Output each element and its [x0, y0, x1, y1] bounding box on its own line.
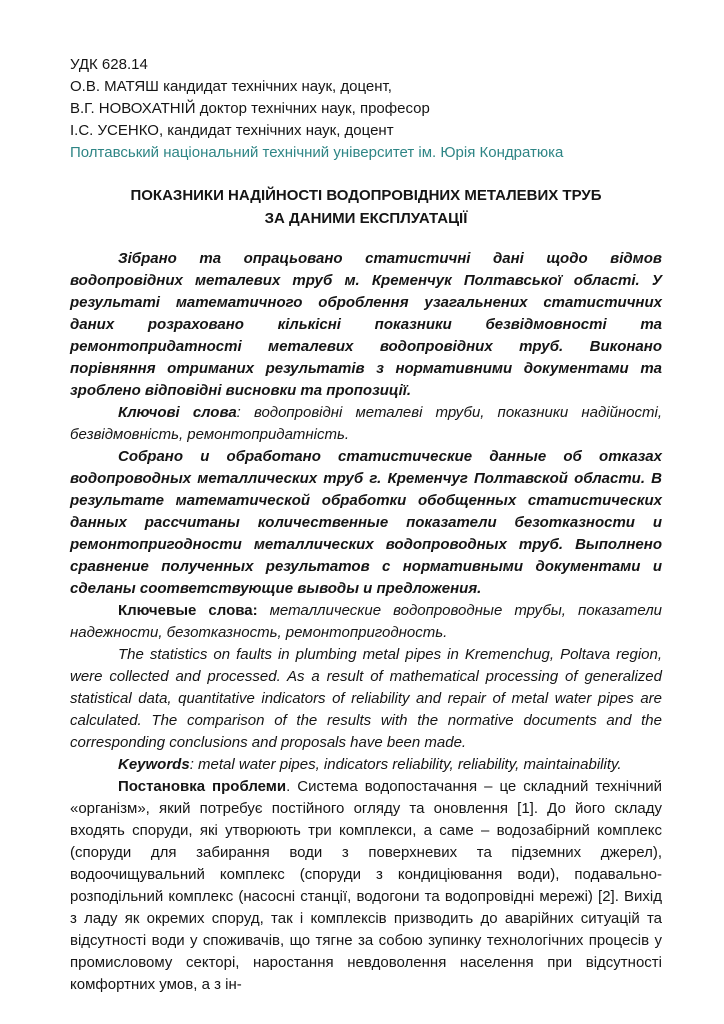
keywords-ukrainian-label: Ключові слова	[118, 404, 237, 421]
udc-code: УДК 628.14	[70, 56, 148, 73]
keywords-english	[70, 754, 662, 776]
paper-title-line-1: ПОКАЗНИКИ НАДІЙНОСТІ ВОДОПРОВІДНИХ МЕТАЛЕВИХ ТРУБ	[130, 187, 602, 204]
author-line-1: О.В. МАТЯШ кандидат технічних наук, доцент,	[70, 78, 392, 95]
abstract-english: The statistics on faults in plumbing metal pipes in Kremenchug, Poltava region, were collected and processed. As a result of mathematical processing of generalized statistical data, quantitative indicators of reliability and repair of metal water pipes are calculated. The comparison of the results with the normative documents and the corresponding conclusions and proposals have been made.	[70, 646, 662, 751]
abstract-russian: Собрано и обработано статистические данные об отказах водопроводных металлических труб г. Кременчуг Полтавской области. В результате математической обработки обобщенных статистических данных рассчитаны количественные показатели безотказности и ремонтопригодности металлических водопроводных труб. Выполнено сравнение полученных результатов с нормативными документами и сделаны соответствующие выводы и предложения.	[70, 448, 662, 597]
affiliation: Полтавський національний технічний університет ім. Юрія Кондратюка	[70, 144, 564, 161]
keywords-ukrainian	[70, 402, 662, 446]
abstract-ukrainian: Зібрано та опрацьовано статистичні дані щодо відмов водопровідних металевих труб м. Кременчук Полтавської області. У результаті математичного оброблення узагальнених статистичних даних розраховано кількісні показники безвідмовності та ремонтопридатності металевих водопровідних труб. Виконано порівняння отриманих результатів з нормативними документами та зроблено відповідні висновки та пропозиції.	[70, 250, 662, 399]
body-section-heading: Постановка проблеми	[118, 778, 287, 795]
author-line-3: І.С. УСЕНКО, кандидат технічних наук, доцент	[70, 122, 394, 139]
keywords-russian-label: Ключевые слова:	[118, 602, 258, 619]
keywords-russian	[70, 600, 662, 644]
keywords-ukrainian-text: : водопровідні металеві труби, показники надійності, безвідмовність, ремонтопридатність.	[70, 404, 663, 443]
keywords-english-text: : metal water pipes, indicators reliability, reliability, maintainability.	[189, 756, 622, 773]
body-paragraph-text: . Система водопостачання – це складний технічний «організм», який потребує постійного огляду та оновлення [1]. До його складу входять споруди, які утворюють три комплекси, а саме – водозабірний комплекс (споруди для забирання води з поверхневих та підземних джерел), водоочищувальний комплекс (споруди з кондиціювання води), подавально-розподільний комплекс (насосні станції, водогони та водопровідні мережі) [2]. Вихід з ладу як окремих споруд, так і комплексів призводить до аварійних ситуацій та відсутності води у споживачів, що тягне за собою зупинку технологічних процесів у промисловому секторі, наростання невдоволення населення при відсутності комфортних умов, а з ін-	[70, 778, 662, 993]
keywords-english-label: Keywords	[118, 756, 190, 773]
paper-title-line-2: ЗА ДАНИМИ ЕКСПЛУАТАЦІЇ	[264, 210, 468, 227]
keywords-russian-text: металлические водопроводные трубы, показатели надежности, безотказность, ремонтопригодность.	[70, 602, 662, 641]
author-line-2: В.Г. НОВОХАТНІЙ доктор технічних наук, професор	[70, 100, 430, 117]
paper-title	[80, 184, 652, 230]
body-paragraph	[70, 776, 662, 996]
